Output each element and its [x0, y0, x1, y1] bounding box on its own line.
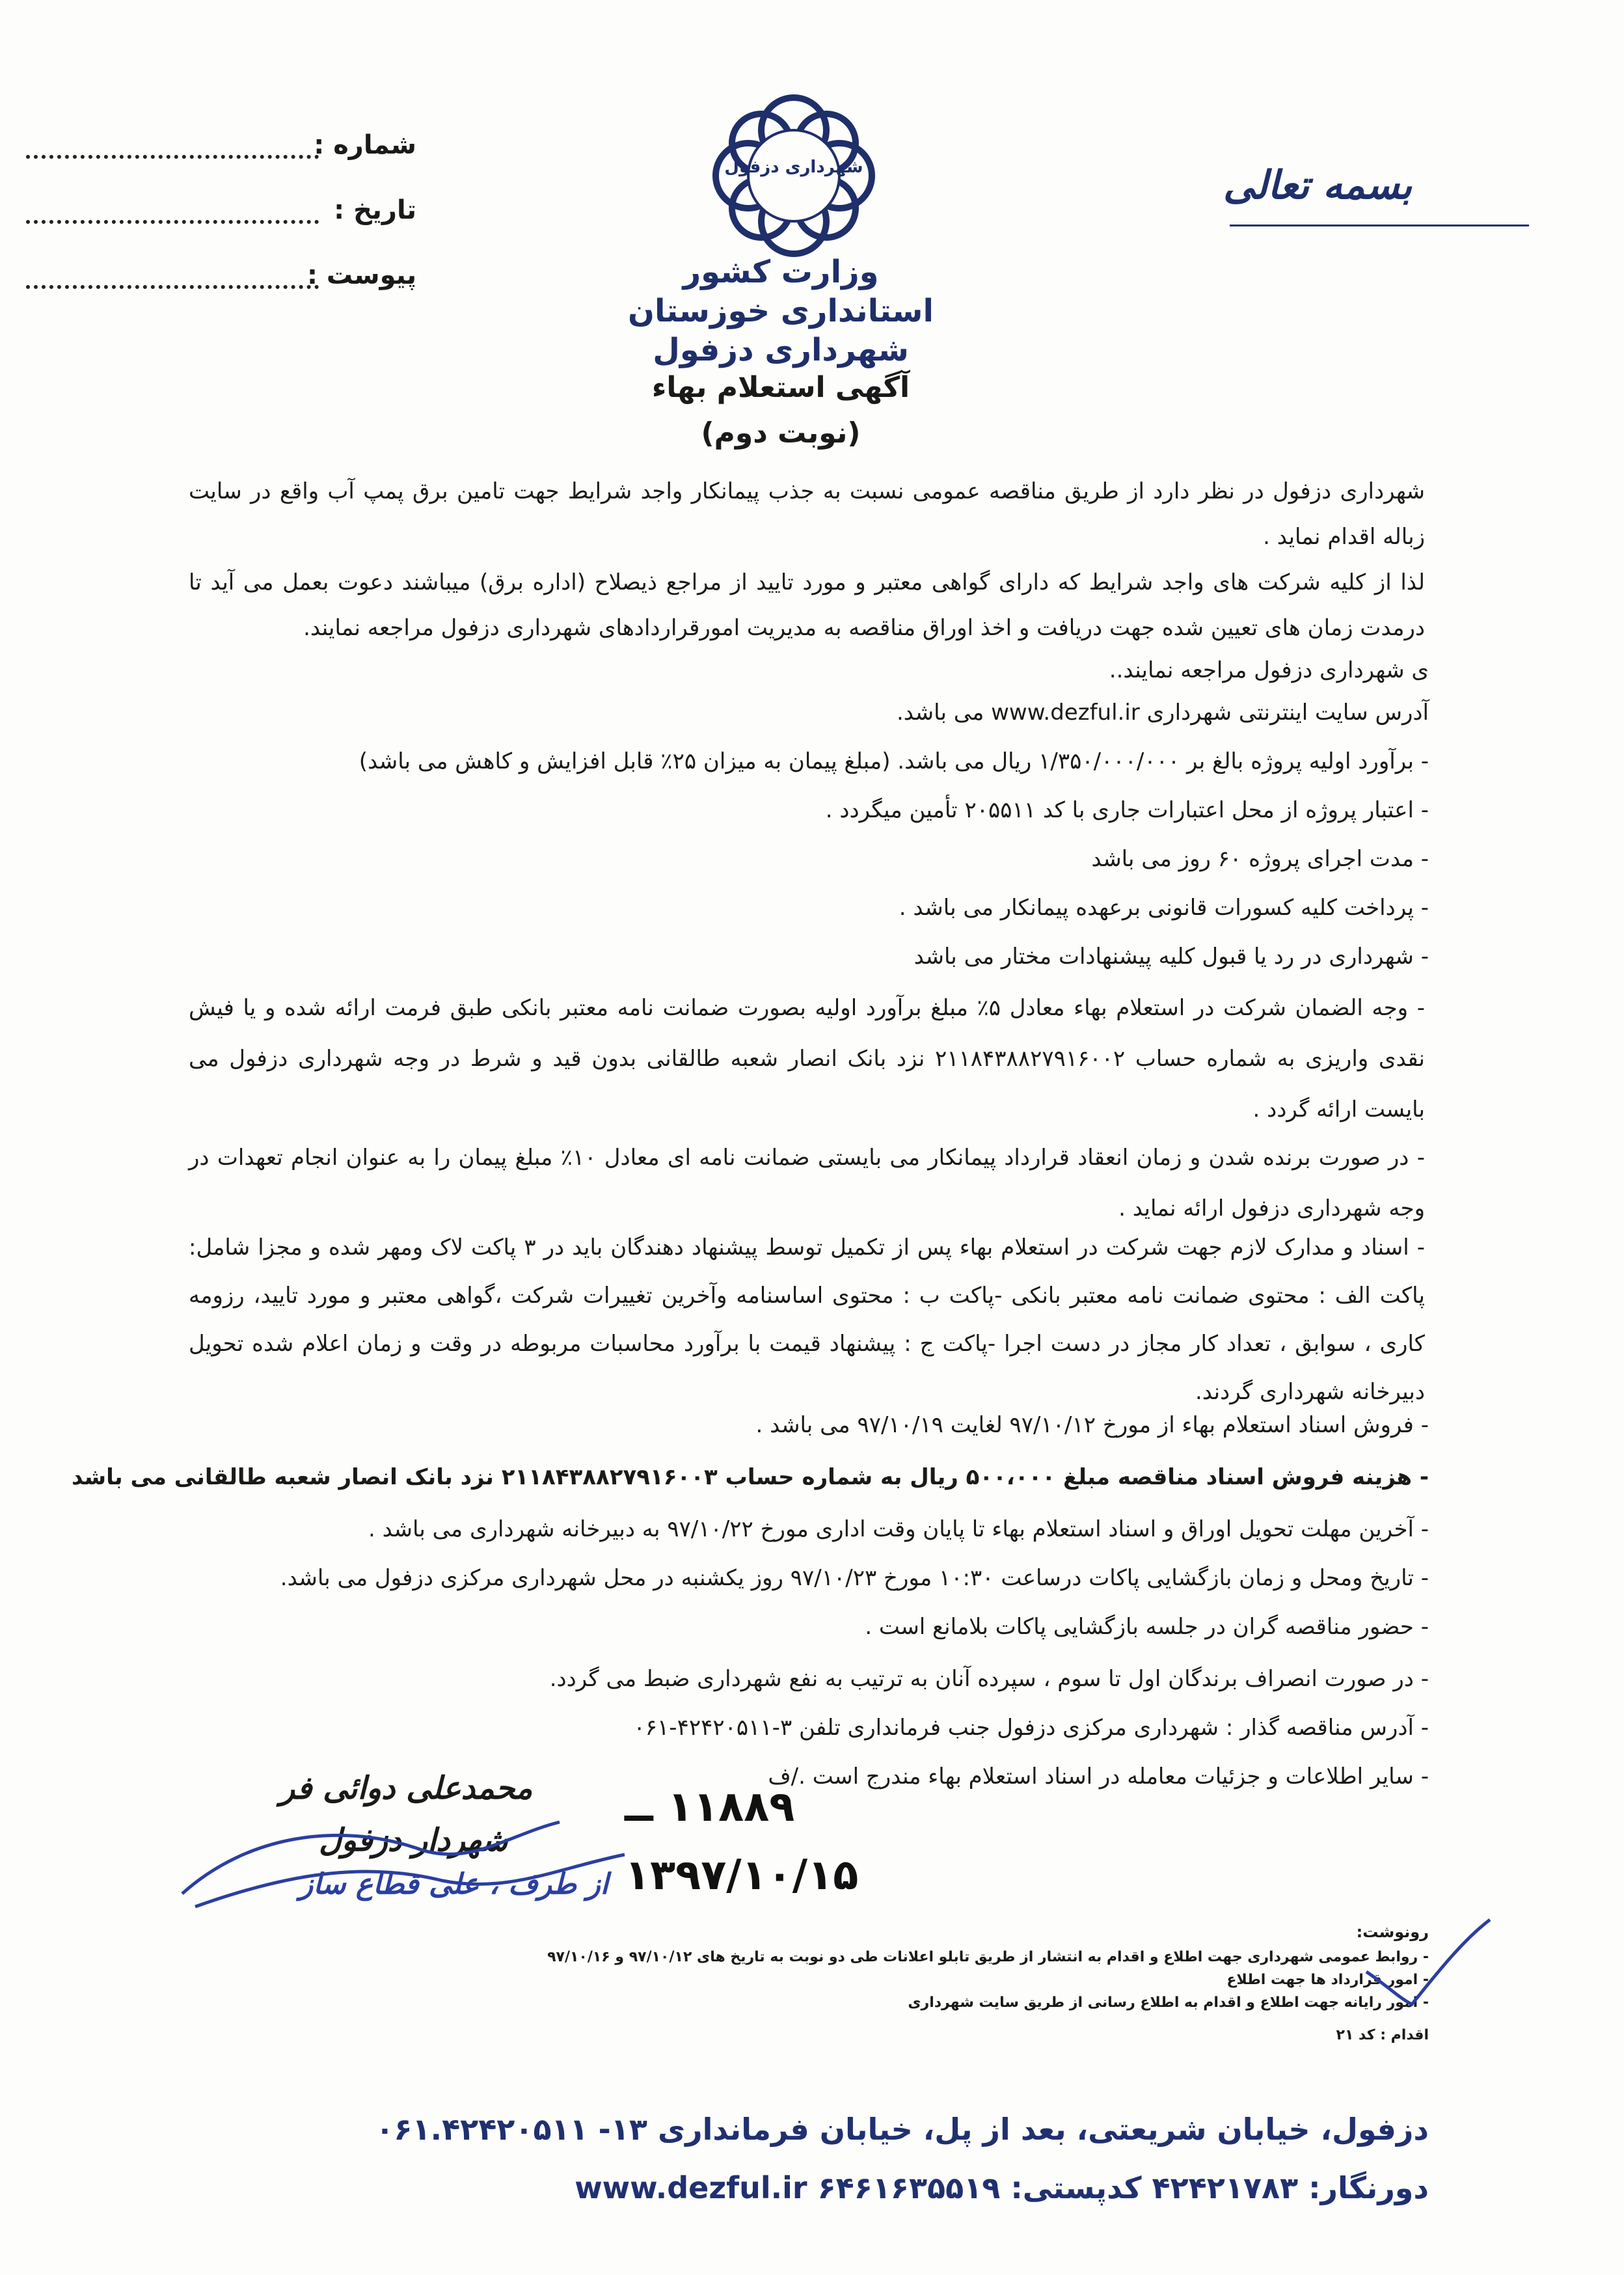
item-opening: - تاریخ ومحل و زمان بازگشایی پاکات درساعت ۱۰:۳۰ مورخ ۹۷/۱۰/۲۳ روز یکشنبه در محل شهرداری مرکزی دزفول می باشد.	[280, 1565, 1429, 1591]
notice-round: (نوبت دوم)	[701, 416, 861, 450]
footer-contact: دورنگار: ۴۲۴۲۱۷۸۳ کدپستی: ۶۴۶۱۶۳۵۵۱۹ www.dezful.ir	[575, 2170, 1429, 2205]
item-guarantee: - وجه الضمان شرکت در استعلام بهاء معادل ۵٪ مبلغ برآورد اولیه بصورت ضمانت نامه معتبر بانکی طبق فرمت ارائه شده و یا فیش نقدی واریزی به شماره حساب ۲۱۱۸۴۳۸۸۲۷۹۱۶۰۰۲ نزد بانک انصار شعبه طالقانی بدون قید و شرط در وجه شهرداری دزفول می بایست ارائه گردد .	[189, 995, 1426, 1123]
item-performance-bond: - در صورت برنده شدن و زمان انعقاد قرارداد پیمانکار می بایستی ضمانت نامه ای معادل ۱۰٪ مبلغ پیمان را به عنوان انجام تعهدات در وجه شهرداری دزفول ارائه نماید .	[189, 1145, 1425, 1221]
item-sale-fee: - هزینه فروش اسناد مناقصه مبلغ ۵۰۰،۰۰۰ ریال به شماره حساب ۲۱۱۸۴۳۸۸۲۷۹۱۶۰۰۳ نزد بانک انصار شعبه طالقانی می باشد	[72, 1464, 1429, 1490]
municipality-logo	[709, 91, 878, 260]
website-line: آدرس سایت اینترنتی شهرداری www.dezful.ir می باشد.	[896, 700, 1429, 726]
attachment-dots	[26, 285, 319, 289]
notice-title: آگهی استعلام بهاء	[651, 371, 910, 404]
number-dots	[26, 155, 319, 159]
item-deductions: - پرداخت کلیه کسورات قانونی برعهده پیمانکار می باشد .	[899, 895, 1429, 921]
cc-line-2: - امور قرارداد ها جهت اطلاع	[1226, 1972, 1429, 1988]
bismillah-underline	[1230, 225, 1529, 226]
handwritten-note: از طرف ، علی قطاع ساز	[299, 1868, 608, 1901]
governorate-name: استانداری خوزستان	[628, 293, 934, 329]
footer-address: دزفول، خیابان شریعتی، بعد از پل، خیابان فرمانداری ۱۳- ۰۶۱.۴۲۴۲۰۵۱۱	[375, 2112, 1429, 2147]
bismillah: بسمه تعالی	[1223, 163, 1413, 208]
item-sale-dates: - فروش اسناد استعلام بهاء از مورخ ۹۷/۱۰/۱۲ لغایت ۹۷/۱۰/۱۹ می باشد .	[755, 1412, 1429, 1438]
ministry-name: وزارت کشور	[683, 254, 879, 290]
checkmark-icon	[1353, 1913, 1496, 2011]
cc-line-1: - روابط عمومی شهرداری جهت اطلاع و اقدام به انتشار از طریق تابلو اعلانات طی دو نوبت به تاریخ های ۹۷/۱۰/۱۲ و ۹۷/۱۰/۱۶	[547, 1949, 1429, 1965]
item-rights: - شهرداری در رد یا قبول کلیه پیشنهادات مختار می باشد	[914, 944, 1429, 970]
item-documents: - اسناد و مدارک لازم جهت شرکت در استعلام بهاء پس از تکمیل توسط پیشنهاد دهندگان باید در ۳ پاکت لاک ومهر شده و مجزا شامل: پاکت الف : محتوی ضمانت نامه معتبر بانکی -پاکت ب : محتوی اساسنامه وآخرین تغییرات شرکت ،گواهی معتبر و مورد تایید، رزومه کاری ، سوابق ، تعداد کار مجاز در دست اجرا -پاکت ج : پیشنهاد قیمت با برآورد محاسبات مربوطه در وقت و زمان اعلام شده تحویل دبیرخانه شهرداری گردند.	[189, 1234, 1425, 1405]
number-label: شماره :	[314, 130, 416, 160]
item-withdrawal: - در صورت انصراف برندگان اول تا سوم ، سپرده آنان به ترتیب به نفع شهرداری ضبط می گردد.	[549, 1666, 1429, 1692]
cc-line-3: - امور رایانه جهت اطلاع و اقدام به اطلاع رسانی از طریق سایت شهرداری	[908, 1995, 1429, 2011]
attachment-label: پیوست :	[306, 260, 416, 290]
cc-title: رونوشت:	[1356, 1923, 1429, 1941]
logo-text: شهرداری دزفول	[724, 157, 863, 177]
date-dots	[26, 220, 319, 224]
item-duration: - مدت اجرای پروژه ۶۰ روز می باشد	[1091, 846, 1429, 872]
letter-date: ۱۳۹۷/۱۰/۱۵	[625, 1851, 859, 1900]
item-attendance: - حضور مناقصه گران در جلسه بازگشایی پاکات بلامانع است .	[865, 1614, 1429, 1640]
date-label: تاریخ :	[334, 195, 416, 225]
item-deadline: - آخرین مهلت تحویل اوراق و اسناد استعلام بهاء تا پایان وقت اداری مورخ ۹۷/۱۰/۲۲ به دبیرخانه شهرداری می باشد .	[368, 1516, 1429, 1542]
item-estimate: - برآورد اولیه پروژه بالغ بر ۱/۳۵۰/۰۰۰/۰۰۰ ریال می باشد. (مبلغ پیمان به میزان ۲۵٪ قابل افزایش و کاهش می باشد)	[359, 748, 1429, 774]
number-field	[26, 130, 416, 176]
paragraph-intro: شهرداری دزفول در نظر دارد از طریق مناقصه عمومی نسبت به جذب پیمانکار واجد شرایط جهت تامین برق پمپ آب واقع در سایت زباله اقدام نماید .	[189, 478, 1425, 550]
signatory-name: محمدعلی دوائی فر	[280, 1770, 533, 1806]
date-field	[26, 195, 416, 241]
item-funding: - اعتبار پروژه از محل اعتبارات جاری با کد ۲۰۵۵۱۱ تأمین میگردد .	[825, 797, 1429, 823]
item-other: - سایر اطلاعات و جزئیات معامله در اسناد استعلام بهاء مندرج است ./ف	[768, 1764, 1429, 1790]
paragraph-invitation: لذا از کلیه شرکت های واجد شرایط که دارای گواهی معتبر و مورد تایید از مراجع ذیصلاح (اداره برق) میباشند دعوت بعمل می آید تا درمدت زمان های تعیین شده جهت دریافت و اخذ اوراق مناقصه به مدیریت امورقراردادهای شهرداری دزفول مراجعه نمایند.	[189, 569, 1425, 641]
paragraph-fragment: ی شهرداری دزفول مراجعه نمایند..	[1109, 657, 1429, 683]
cc-action: اقدام : کد ۲۱	[1336, 2027, 1429, 2043]
attachment-field	[26, 260, 416, 306]
signature-scribble	[169, 1796, 651, 1913]
letter-number: ۱۱۸۸۹ ــ	[625, 1783, 795, 1831]
municipality-name: شهرداری دزفول	[653, 332, 909, 368]
item-address: - آدرس مناقصه گذار : شهرداری مرکزی دزفول جنب فرمانداری تلفن ۳-۴۲۴۲۰۵۱۱-۰۶۱	[633, 1715, 1429, 1741]
signatory-role: شهردار دزفول	[319, 1822, 508, 1859]
